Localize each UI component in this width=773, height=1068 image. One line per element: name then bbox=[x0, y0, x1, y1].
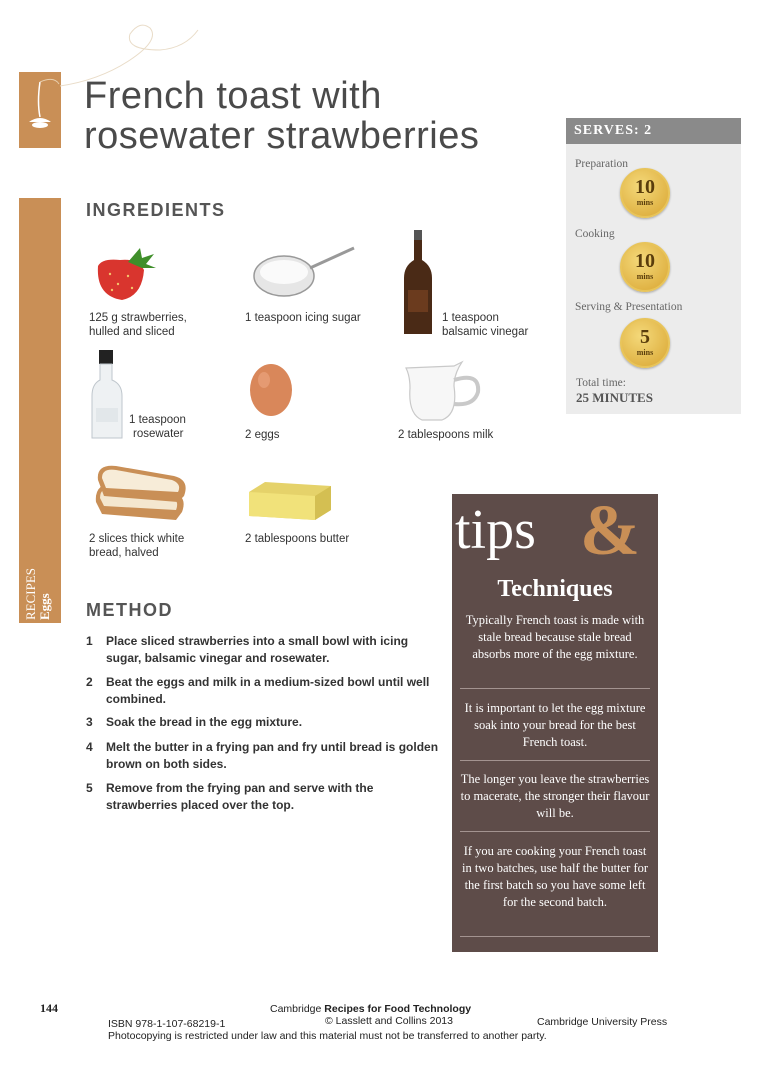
strawberry-icon bbox=[88, 240, 158, 304]
ingredient-label: 125 g strawberries, hulled and sliced bbox=[89, 312, 187, 338]
serving-label: Serving & Presentation bbox=[575, 301, 683, 313]
method-step: 2 Beat the eggs and milk in a medium-sized bowl until well combined. bbox=[86, 675, 430, 706]
publisher: Cambridge University Press bbox=[537, 1016, 668, 1028]
copyright-notice: Photocopying is restricted under law and this material must not be transferred to another party. bbox=[108, 1030, 547, 1042]
vinegar-bottle-icon bbox=[402, 230, 434, 338]
method-step: 5 Remove from the frying pan and serve with the strawberries placed over the top. bbox=[86, 781, 374, 812]
tips-heading: tips bbox=[455, 499, 536, 561]
butter-icon bbox=[245, 478, 335, 524]
egg-icon bbox=[248, 360, 294, 418]
bread-icon bbox=[92, 462, 190, 526]
method-heading: METHOD bbox=[86, 600, 173, 620]
milk-jug-icon bbox=[402, 358, 486, 424]
cooking-time-badge: 10 mins bbox=[620, 242, 670, 292]
ingredient-label: 2 slices thick white bread, halved bbox=[89, 533, 185, 559]
method-step: 1 Place sliced strawberries into a small bowl with icing sugar, balsamic vinegar and rosewater. bbox=[86, 634, 409, 665]
tip-text: It is important to let the egg mixture soak into your bread for the best French toast. bbox=[464, 701, 646, 749]
ingredient-label: 2 tablespoons butter bbox=[245, 533, 350, 545]
page-number: 144 bbox=[40, 1001, 58, 1015]
rosewater-bottle-icon bbox=[90, 350, 124, 442]
tip-text: Typically French toast is made with stale bread because stale bread absorbs more of the egg mixture. bbox=[465, 613, 645, 661]
ingredient-label: 1 teaspoon icing sugar bbox=[245, 312, 361, 324]
serves-heading: SERVES: 2 bbox=[566, 118, 741, 144]
preparation-time-badge: 10 mins bbox=[620, 168, 670, 218]
side-accent-strip bbox=[19, 198, 61, 623]
tip-divider bbox=[460, 688, 650, 689]
tip-text: If you are cooking your French toast in two batches, use half the butter for the first batch so you have some left for the second batch. bbox=[461, 844, 649, 909]
method-step: 3 Soak the bread in the egg mixture. bbox=[86, 715, 303, 729]
title-accent-strip bbox=[19, 72, 61, 148]
isbn: ISBN 978-1-107-68219-1 bbox=[108, 1018, 226, 1030]
serving-time-badge: 5 mins bbox=[620, 318, 670, 368]
tip-text: The longer you leave the strawberries to macerate, the stronger their flavour will be. bbox=[460, 772, 650, 820]
ingredient-label: 2 eggs bbox=[245, 429, 280, 441]
tip-divider bbox=[460, 831, 650, 832]
total-time-value: 25 MINUTES bbox=[576, 390, 653, 405]
ingredient-label: 2 tablespoons milk bbox=[398, 429, 494, 441]
ingredient-label: 1 teaspoon balsamic vinegar bbox=[442, 312, 529, 338]
techniques-heading: Techniques bbox=[497, 576, 613, 602]
lamp-icon bbox=[19, 72, 61, 148]
section-side-label: RECIPES Eggs bbox=[23, 567, 52, 620]
cooking-label: Cooking bbox=[575, 228, 615, 240]
book-title: Cambridge Recipes for Food Technology bbox=[270, 1003, 472, 1015]
tip-divider bbox=[460, 936, 650, 937]
sieve-icon bbox=[248, 240, 360, 304]
method-step: 4 Melt the butter in a frying pan and fry until bread is golden brown on both sides. bbox=[86, 740, 439, 771]
copyright: © Lasslett and Collins 2013 bbox=[325, 1015, 453, 1027]
tip-divider bbox=[460, 760, 650, 761]
preparation-label: Preparation bbox=[575, 158, 629, 170]
tips-ampersand: & bbox=[580, 490, 640, 570]
total-time-label: Total time: bbox=[576, 377, 626, 389]
recipe-title: French toast with rosewater strawberries bbox=[84, 75, 480, 157]
ingredients-heading: INGREDIENTS bbox=[86, 200, 226, 220]
ingredient-label: 1 teaspoon rosewater bbox=[129, 414, 186, 440]
